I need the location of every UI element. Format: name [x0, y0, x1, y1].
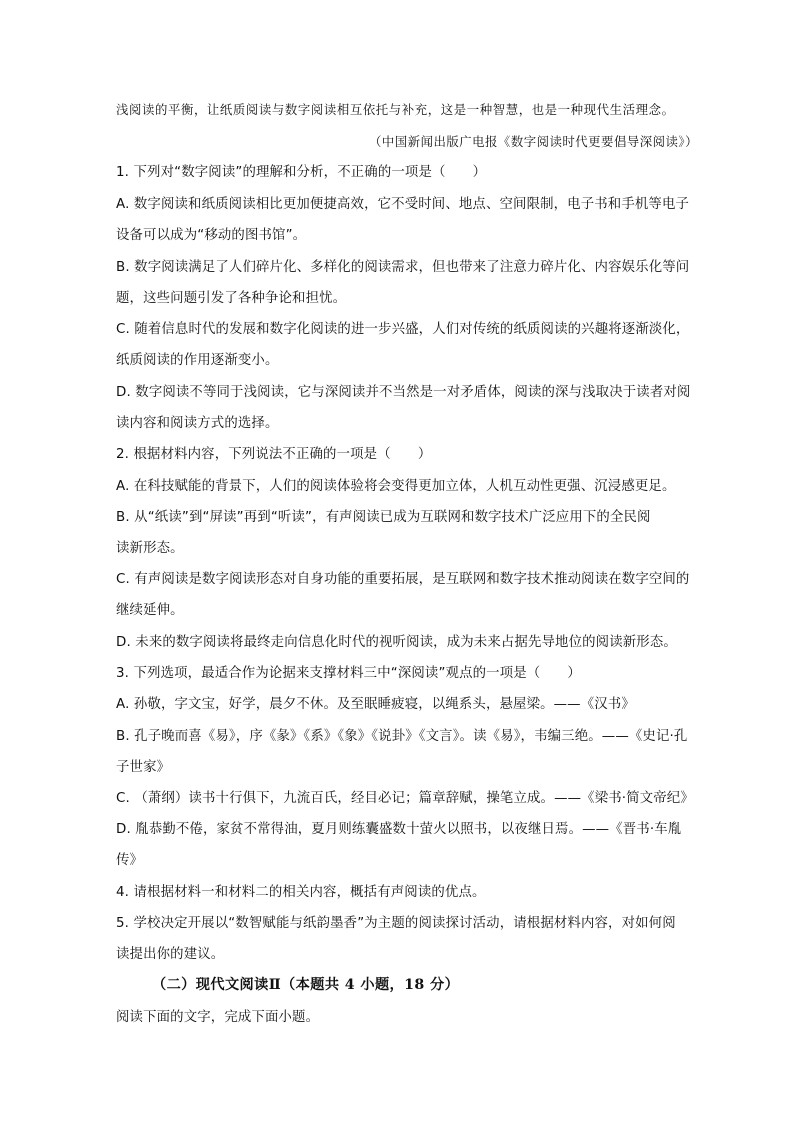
question-1-stem: 1. 下列对“数字阅读”的理解和分析，不正确的一项是（ ）	[116, 165, 487, 180]
question-5-stem: 5. 学校决定开展以“数智赋能与纸韵墨香”为主题的阅读探讨活动，请根据材料内容，对如何阅	[116, 916, 676, 931]
question-3-option-c: C. （萧纲）读书十行俱下，九流百氏，经目必记；篇章辞赋，操笔立成。——《梁书·简文帝纪》	[116, 791, 694, 806]
question-3-option-a: A. 孙敬，字文宝，好学，晨夕不休。及至眠睡疲寝，以绳系头，悬屋梁。——《汉书》	[116, 697, 635, 712]
question-3-option-b-cont: 子世家》	[116, 760, 171, 775]
question-5-stem-cont: 读提出你的建议。	[116, 947, 225, 962]
question-4-stem: 4. 请根据材料一和材料二的相关内容，概括有声阅读的优点。	[116, 885, 486, 900]
question-3-option-d-cont: 传》	[116, 853, 144, 868]
question-1-option-a: A. 数字阅读和纸质阅读相比更加便捷高效，它不受时间、地点、空间限制，电子书和手机等电子	[116, 197, 690, 212]
question-1-option-c: C. 随着信息时代的发展和数字化阅读的进一步兴盛，人们对传统的纸质阅读的兴趣将逐渐淡化，	[116, 322, 690, 337]
question-3-option-b: B. 孔子晚而喜《易》，序《彖》《系》《象》《说卦》《文言》。读《易》，韦编三绝。——《史记·孔	[116, 729, 688, 744]
question-2-option-b-cont: 读新形态。	[116, 541, 184, 556]
question-2-option-a: A. 在科技赋能的背景下，人们的阅读体验将会变得更加立体，人机互动性更强、沉浸感更足。	[116, 479, 676, 494]
question-2-option-d: D. 未来的数字阅读将最终走向信息化时代的视听阅读，成为未来占据先导地位的阅读新形态。	[116, 635, 677, 650]
question-1-option-c-cont: 纸质阅读的作用逐渐变小。	[116, 353, 279, 368]
question-2-option-c: C. 有声阅读是数字阅读形态对自身功能的重要拓展，是互联网和数字技术推动阅读在数字空间的	[116, 572, 690, 587]
question-3-stem: 3. 下列选项，最适合作为论据来支撑材料三中“深阅读”观点的一项是（ ）	[116, 666, 581, 681]
question-1-option-b: B. 数字阅读满足了人们碎片化、多样化的阅读需求，但也带来了注意力碎片化、内容娱乐化等问	[116, 260, 690, 275]
question-1-option-d: D. 数字阅读不等同于浅阅读，它与深阅读并不当然是一对矛盾体，阅读的深与浅取决于读者对阅	[116, 385, 691, 400]
section-heading: （二）现代文阅读Ⅱ（本题共 4 小题，18 分）	[152, 977, 460, 993]
section-instruction: 阅读下面的文字，完成下面小题。	[116, 1010, 320, 1025]
question-1-option-d-cont: 读内容和阅读方式的选择。	[116, 416, 279, 431]
passage-tail: 浅阅读的平衡，让纸质阅读与数字阅读相互依托与补充，这是一种智慧，也是一种现代生活理念。	[116, 102, 675, 117]
question-1-option-a-cont: 设备可以成为“移动的图书馆”。	[116, 228, 307, 243]
question-2-stem: 2. 根据材料内容，下列说法不正确的一项是（ ）	[116, 447, 432, 462]
question-1-option-b-cont: 题，这些问题引发了各种争论和担忧。	[116, 291, 347, 306]
question-3-option-d: D. 胤恭勤不倦，家贫不常得油，夏月则练囊盛数十萤火以照书，以夜继日焉。——《晋书·车胤	[116, 822, 682, 837]
question-2-option-b: B. 从“纸读”到“屏读”再到“听读”，有声阅读已成为互联网和数字技术广泛应用下的全民阅	[116, 510, 651, 525]
passage-source: （中国新闻出版广电报《数字阅读时代更要倡导深阅读》）	[369, 134, 698, 149]
question-2-option-c-cont: 继续延伸。	[116, 603, 184, 618]
